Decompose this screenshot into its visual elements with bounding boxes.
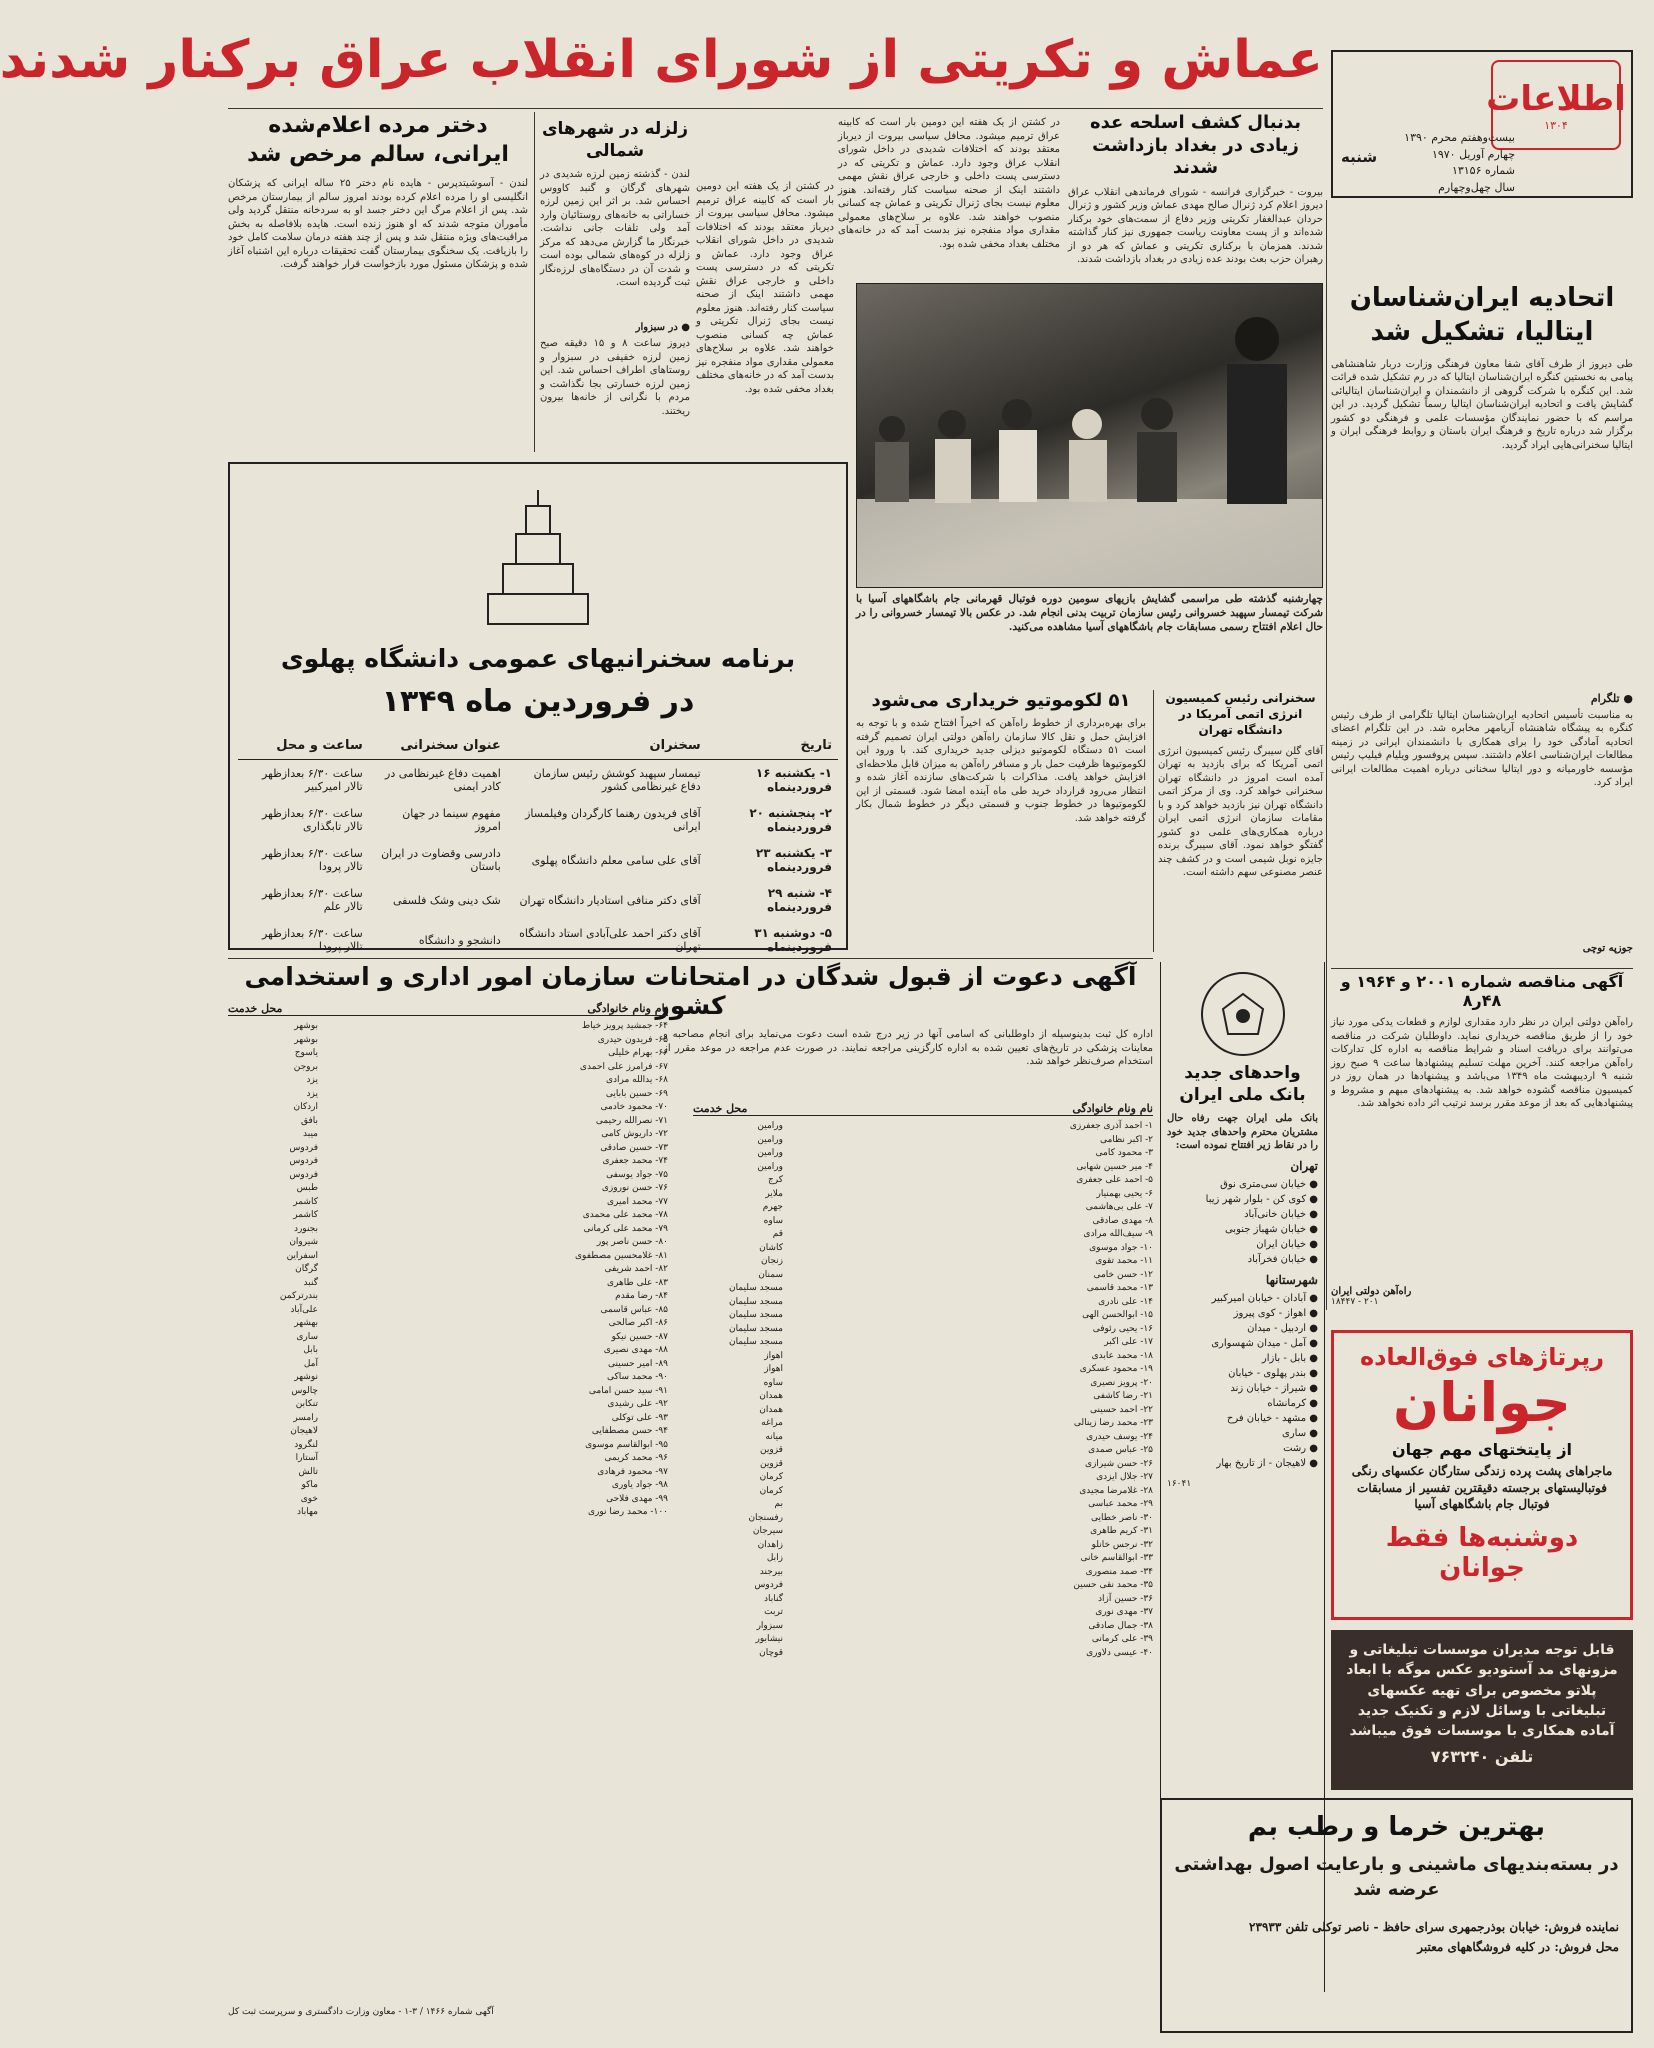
list-item: فردوس: [289, 1169, 318, 1180]
row-title: مفهوم سینما در جهان امروز: [402, 807, 501, 833]
year-label: سال: [1494, 180, 1515, 194]
date-gregorian: چهارم آوریل ۱۹۷۰: [1431, 147, 1515, 161]
list-item: بهشهر: [294, 1318, 318, 1328]
bank-province-list: [1167, 1291, 1318, 1471]
quake-body: لندن - گذشته زمین لرزه شدیدی در شهرهای گرگان و گنبد کاووس احساس شد. بر اثر این زمین لرزه خساراتی به خانه‌های روستائیان وارد آمد ولی تلفات جانی نداشت. خبرنگار ما گزارش می‌دهد که مرکز زلزله در کوه‌های شمالی بوده است و شدت آن در دستگاه‌های لرزه‌نگار ثبت گردیده است.: [540, 169, 690, 289]
exam-intro: اداره کل ثبت بدینوسیله از داوطلبانی که اسامی آنها در زیر درج شده است دعوت می‌نماید برای انجام مصاحبه و معاینات پزشکی در تاریخ‌های تعیین شده به اداره کارگزینی مراجعه نمایند. در صورت عدم مراجعه در موعد مقرر از استخدام صرف‌نظر خواهد شد.: [663, 1029, 1153, 1067]
list-item: قم: [772, 1229, 783, 1239]
list-item: ۱۹- محمود عسکری: [1079, 1364, 1153, 1374]
row-time: ساعت ۶/۳۰ بعدازظهر تالار پرودا: [261, 847, 363, 873]
list-item: ۲۶- حسن شیرازی: [1085, 1458, 1153, 1469]
atomic-headline: سخنرانی رئیس کمیسیون انرژی اتمی آمریکا در دانشگاه تهران: [1165, 691, 1316, 738]
bank-section-tehran: تهران: [1290, 1158, 1318, 1173]
list-item: ● آمل - میدان شهسواری: [1211, 1337, 1318, 1349]
list-item: یاسوج: [294, 1048, 318, 1058]
list-item: ۱۳- محمد قاسمی: [1086, 1283, 1153, 1293]
list-item: ● خیابان شهباز جنوبی: [1224, 1223, 1318, 1235]
list-item: همدان: [759, 1404, 783, 1415]
table-row: [238, 840, 838, 880]
list-item: بافق: [300, 1115, 318, 1126]
row-date: ۱- یکشنبه ۱۶ فروردینماه: [755, 766, 832, 794]
list-item: ۲۵- عباس صمدی: [1088, 1445, 1153, 1455]
list-item: ● لاهیجان - از تاریخ بهار: [1216, 1457, 1318, 1469]
iraq-extra: در کشتن از یک هفته این دومین بار است که کابینه عراق ترمیم میشود. محافل سیاسی بیروت از دیرباز معتقد بودند که اختلافات شدیدی در داخل شورای انقلاب عراق وجود دارد. عماش و تکریتی که در دسترسی پست داخلی و خارجی عراق نقش مهمی داشتند اینک از صحنه سیاست کنار رفته‌اند. هنوز معلوم نیست بجای ژنرال تکریتی و عماش چه کسانی منصوب خواهند شد. علاوه بر سلاح‌های معمولی مقداری مواد منفجره نیز بدست آمد که در خانه‌های مختلف بغداد مخفی شده بود.: [696, 181, 834, 395]
studio-phone: تلفن ۷۶۳۲۴۰: [1430, 1747, 1534, 1767]
quake-headline: زلزله در شهرهای شمالی: [541, 119, 689, 162]
list-item: ۹۵- ابوالقاسم موسوی: [585, 1439, 668, 1450]
table-row: [238, 880, 838, 920]
list-item: مسجد سلیمان: [728, 1283, 783, 1293]
arms-body: بیروت - خبرگزاری فرانسه - شورای فرماندهی انقلاب عراق دیروز اعلام کرد ژنرال صالح مهدی عماش وزیر کشور و ژنرال حردان عبدالغفار تکریتی وزیر دفاع از سمت‌های خود برکنار شده‌اند و از پست معاونت ریاست جمهوری نیز کنار گذاشته شدند. همزمان با برکناری تکریتی و عماش که هر دو از رهبران حزب بعث بودند عده زیادی در بغداد بازداشت شدند.: [1068, 186, 1323, 265]
list-item: ملایر: [765, 1188, 783, 1199]
list-item: بجنورد: [293, 1223, 318, 1234]
list-item: ۲۲- احمد حسینی: [1090, 1404, 1153, 1415]
list-item: بوشهر: [294, 1021, 318, 1031]
list-item: رفسنجان: [748, 1512, 783, 1523]
list-item: ● مشهد - خیابان فرح: [1226, 1412, 1318, 1424]
atomic-body: آقای گلن سیبرگ رئیس کمیسیون انرژی اتمی آمریکا که برای بازدید به تهران آمده است امروز در دانشگاه تهران سخنرانی خواهد کرد. وی از مرکز اتمی دانشگاه تهران نیز بازدید خواهد کرد و با مقامات سازمان انرژی اتمی ایران درباره همکاری‌های علمی دو کشور گفتگو خواهد نمود. آقای سیبرگ برنده جایزه نوبل شیمی است و در کشف چند عنصر مصنوعی سهم داشته است.: [1158, 745, 1323, 879]
arms-headline: بدنبال کشف اسلحه عده زیادی در بغداد بازداشت شدند: [1089, 112, 1302, 178]
list-item: اردکان: [293, 1102, 318, 1112]
tender-signature: راه‌آهن دولتی ایران: [1331, 1286, 1412, 1297]
photo-caption: چهارشنبه گذشته طی مراسمی گشایش بازیهای سومین دوره فوتبال قهرمانی جام باشگاههای آسیا با شرکت تیمسار سپهبد خسروانی رئیس سازمان تربیت بدنی انجام شد. در عکس بالا تیمسار خسروانی را در حال اعلام افتتاح رسمی مسابقات جام باشگاههای آسیا مشاهده می‌کنید.: [856, 593, 1323, 634]
list-item: ● بابل - بازار: [1261, 1352, 1318, 1364]
list-item: ۳- محمود کامی: [1095, 1148, 1153, 1158]
speech-table: [238, 732, 838, 960]
list-item: بروجن: [293, 1061, 318, 1072]
list-item: ۱۴- علی نادری: [1098, 1296, 1153, 1307]
row-date: ۳- یکشنبه ۲۳ فروردینماه: [755, 846, 832, 874]
list-item: ۱۰۰- محمد رضا نوری: [588, 1507, 668, 1517]
list-item: ۳۷- مهدی نوری: [1095, 1607, 1153, 1617]
list-item: ۹۳- علی توکلی: [611, 1412, 668, 1423]
issue-label: شماره: [1484, 164, 1515, 177]
header-place: محل خدمت: [228, 1002, 283, 1015]
exam-list-2-places: [228, 1020, 318, 1520]
girl-body: لندن - آسوشیتدپرس - هایده نام دختر ۲۵ ساله ایرانی که پزشکان انگلیسی او را مرده اعلام کرده بودند امروز سالم از بیمارستان مرخص شد. پس از اعلام مرگ این دختر جسد او به سردخانه منتقل گردید ولی مأموران متوجه شدند که او هنوز زنده است. هایده بلافاصله به بخش مراقبت‌های ویژه منتقل شد و پس از چند هفته درمان سلامت کامل خود را بازیافت. یک سخنگوی بیمارستان گفت تحقیقات درباره این اشتباه آغاز شده و پزشکان مسئول مورد بازخواست قرار خواهند گرفت.: [228, 178, 528, 271]
list-item: ۹۸- جواد یاوری: [611, 1480, 668, 1490]
header-name: نام ونام خانوادگی: [1072, 1102, 1153, 1115]
locomotive-body: برای بهره‌برداری از خطوط راه‌آهن که اخیراً افتتاح شده و با توجه به افزایش حمل و نقل کالا سازمان راه‌آهن دولتی ایران تصمیم گرفته است ۵۱ دستگاه لکوموتیو دیزلی جدید خریداری کند. با ورود این لکوموتیوها ظرفیت حمل بار و مسافر راه‌آهن به میزان قابل ملاحظه‌ای افزایش خواهد یافت. مذاکرات با شرکت‌های سازنده آغاز شده و انتظار می‌رود قرارداد خرید طی ماه آینده امضا شود. قسمتی از این لکوموتیوها در خطوط جنوب و قسمتی دیگر در خطوط شمال بکار گرفته خواهد شد.: [856, 718, 1147, 824]
list-item: زابل: [766, 1553, 783, 1563]
list-item: ۹۰- محمد ساکی: [606, 1372, 668, 1382]
list-item: ۶۵- فریدون حیدری: [597, 1034, 668, 1045]
header-name: نام ونام خانوادگی: [587, 1002, 668, 1015]
list-item: ۸۶- اکبر صالحی: [608, 1318, 668, 1328]
list-item: ۲۷- جلال ایزدی: [1096, 1472, 1153, 1482]
list-item: مسجد سلیمان: [728, 1296, 783, 1307]
exam-notice: [228, 962, 1153, 2032]
conference-photo: [856, 283, 1323, 588]
girl-story: [228, 112, 528, 457]
list-item: اهواز: [764, 1350, 783, 1361]
list-item: ۷۹- محمد علی کرمانی: [583, 1223, 668, 1234]
row-time: ساعت ۶/۳۰ بعدازظهر تالار تابگذاری: [261, 807, 363, 833]
list-item: خوی: [300, 1493, 318, 1504]
list-item: ۲۳- محمد رضا زینالی: [1073, 1418, 1153, 1428]
list-item: قوچان: [759, 1647, 783, 1658]
list-item: ۷۵- جواد یوسفی: [606, 1169, 668, 1180]
list-item: ۶- یحیی بهمنیار: [1096, 1188, 1153, 1199]
list-item: سبزوار: [756, 1620, 783, 1631]
row-speaker: آقای علی سامی معلم دانشگاه پهلوی: [531, 853, 701, 867]
speech-program: [228, 462, 848, 954]
list-item: ● کرمانشاه: [1267, 1397, 1318, 1409]
javanan-sub1: از پایتختهای مهم جهان: [1391, 1439, 1573, 1459]
loco-atomic-rule: [1153, 690, 1154, 952]
tender-rule: [1331, 968, 1633, 969]
list-item: ۹۲- علی رشیدی: [607, 1399, 668, 1409]
row-date: ۴- شنبه ۲۹ فروردینماه: [767, 886, 832, 914]
exam-headline: آگهی دعوت از قبول شدگان در امتحانات سازمان امور اداری و استخدامی کشور: [244, 962, 1137, 1020]
header-title: عنوان سخنرانی: [369, 732, 507, 760]
list-item: مراغه: [761, 1418, 783, 1428]
main-headline: عماش و تکریتی از شورای انقلاب عراق برکنار شدند: [0, 30, 1323, 90]
university-emblem-icon: [468, 484, 608, 634]
list-item: اسفراین: [286, 1250, 318, 1261]
iranology-story: [1331, 282, 1633, 962]
row-title: دادرسی وقضاوت در ایران باستان: [381, 847, 501, 873]
bank-code: ۱۶۰۴۱: [1167, 1478, 1192, 1489]
girl-quake-rule: [534, 112, 535, 452]
list-item: ۱- احمد آذری جعفرزی: [1069, 1121, 1153, 1131]
logo-text: اطلاعات: [1486, 78, 1626, 119]
list-item: طبس: [296, 1183, 318, 1193]
list-item: ● شیراز - خیابان زند: [1230, 1382, 1318, 1394]
list-item: ۹۱- سید حسن امامی: [588, 1385, 668, 1396]
list-item: ۸۷- حسین نیکو: [611, 1331, 668, 1342]
list-item: سمنان: [758, 1269, 783, 1280]
dates-headline: بهترین خرما و رطب بم: [1247, 1812, 1546, 1842]
list-item: ۹۴- حسن مصطفایی: [591, 1426, 668, 1436]
list-item: میانه: [765, 1431, 783, 1442]
iranology-body2: به مناسبت تأسیس اتحادیه ایران‌شناسان ایتالیا تلگرامی از طرف رئیس کنگره به پیشگاه شاهنشاه آریامهر مخابره شد. در این تلگرام اعضای اتحادیه آمادگی خود را برای همکاری با دانشمندان ایرانی در زمینه مطالعات ایران‌شناسی اعلام داشتند. سپس پروفسور ویلیام فیلیپ رئیس مؤسسه خاورمیانه و دور ایتالیا سخنانی درباره اهمیت مطالعات ایرانی ایراد کرد.: [1331, 709, 1633, 789]
issue-number: ۱۳۱۵۶: [1451, 164, 1482, 177]
iranology-headline: اتحادیه ایران‌شناسان ایتالیا، تشکیل شد: [1349, 283, 1615, 347]
row-title: دانشجو و دانشگاه: [418, 933, 501, 947]
headline-rule: [228, 108, 1323, 109]
list-item: ۳۶- حسین آزاد: [1098, 1593, 1153, 1604]
locomotive-headline: ۵۱ لکوموتیو خریداری می‌شود: [871, 690, 1131, 711]
list-item: نیشابور: [755, 1634, 783, 1644]
list-item: مهاباد: [297, 1507, 318, 1517]
list-item: یزد: [306, 1088, 318, 1099]
exam-footer: آگهی شماره ۱۴۶۶ / ۳-۱ - معاون وزارت دادگستری و سرپرست ثبت کل: [228, 2007, 494, 2017]
dates-rep: نماینده فروش: خیابان بوذرجمهری سرای حافظ - ناصر توکلی تلفن ۲۳۹۳۳: [1249, 1920, 1619, 1935]
speech-header-row: [238, 732, 838, 760]
list-item: زاهدان: [757, 1539, 783, 1550]
header-place: محل خدمت: [693, 1102, 748, 1115]
quake-body2: دیروز ساعت ۸ و ۱۵ دقیقه صبح زمین لرزه خفیفی در سبزوار و روستاهای اطراف احساس شد. این زمین لرزه خسارتی بجا نگذاشت و مردم با نگرانی از خانه‌ها بیرون ریختند.: [540, 338, 691, 417]
list-item: ساری: [296, 1331, 318, 1342]
list-item: مسجد سلیمان: [728, 1337, 783, 1347]
list-item: ● خیابان سی‌متری نوق: [1220, 1178, 1318, 1190]
list-item: قزوین: [760, 1458, 783, 1469]
tender-headline: آگهی مناقصه شماره ۲۰۰۱ و ۱۹۶۴ و ۴۸ر۸: [1340, 972, 1624, 1010]
bank-intro: بانک ملی ایران جهت رفاه حال مشتریان محترم واحدهای جدید خود را در نقاط زیر افتتاح نموده است:: [1167, 1113, 1318, 1152]
javanan-footer: دوشنبه‌ها فقط جوانان: [1385, 1523, 1579, 1584]
list-item: فردوس: [289, 1142, 318, 1153]
list-item: ۲۹- محمد عباسی: [1088, 1499, 1153, 1509]
list-item: ● بندر پهلوی - خیابان: [1228, 1367, 1318, 1379]
list-item: ماکو: [301, 1480, 318, 1490]
bank-headline: واحدهای جدید بانک ملی ایران: [1179, 1063, 1306, 1106]
list-item: ساوه: [763, 1377, 783, 1388]
list-item: علی‌آباد: [290, 1304, 318, 1315]
list-item: ۹۹- مهدی فلاحی: [606, 1493, 668, 1504]
speech-title-1: برنامه سخنرانیهای عمومی دانشگاه پهلوی: [280, 644, 796, 673]
list-item: کاشمر: [293, 1196, 318, 1207]
list-item: ۸۰- حسن ناصر پور: [596, 1237, 668, 1247]
dates-sub: در بسته‌بندیهای ماشینی و بارعایت اصول بهداشتی عرضه شد: [1174, 1854, 1619, 1901]
row-speaker: آقای دکتر منافی استادیار دانشگاه تهران: [519, 893, 701, 907]
list-item: لاهیجان: [290, 1426, 318, 1436]
list-item: ۷۷- محمد امیری: [606, 1196, 668, 1207]
list-item: ● ساری: [1282, 1427, 1318, 1439]
list-item: ۹- سیف‌الله مرادی: [1083, 1229, 1153, 1239]
list-item: سیرجان: [752, 1526, 783, 1536]
studio-text: قابل توجه مدیران موسسات تبلیغاتی و مزونهای مد آستودیو عکس موگه با ابعاد پلاتو مخصوص برای تهیه عکسهای تبلیغاتی با وسائل لازم و تکنیک جدید آماده همکاری با موسسات فوق میباشد: [1346, 1642, 1618, 1740]
list-item: ۵- احمد علی جعفری: [1076, 1175, 1153, 1185]
list-item: ۸- مهدی صادقی: [1092, 1215, 1153, 1226]
list-item: ● اهواز - کوی پیروز: [1233, 1307, 1318, 1319]
list-item: ۲۸- غلامرضا مجیدی: [1079, 1485, 1153, 1496]
list-item: ۶۸- یدالله مرادی: [605, 1075, 668, 1085]
list-item: یزد: [306, 1075, 318, 1085]
atomic-story: [1158, 690, 1323, 952]
quake-byline: ● در سبزوار: [635, 322, 690, 334]
javanan-headline: رپرتاژهای فوق‌العاده: [1359, 1343, 1605, 1371]
list-item: ۴۰- عیسی دلاوری: [1086, 1647, 1153, 1658]
list-item: کاشان: [759, 1242, 783, 1253]
list-item: ● خیابان ایران: [1256, 1238, 1318, 1250]
year-line: [1395, 180, 1515, 197]
list-item: ۲۰- پرویز نصیری: [1090, 1377, 1153, 1388]
list-item: تالش: [298, 1466, 318, 1477]
javanan-brand: جوانان: [1393, 1371, 1571, 1434]
list-item: ورامین: [757, 1134, 783, 1145]
list-item: ۷۶- حسن نوروزی: [601, 1183, 668, 1193]
list-item: ۷۱- نصرالله رحیمی: [595, 1115, 668, 1126]
list-item: ۷۸- محمد علی محمدی: [582, 1210, 668, 1220]
list-item: زنجان: [760, 1256, 783, 1266]
girl-headline: دختر مرده اعلام‌شده ایرانی، سالم مرخص شد: [247, 113, 509, 167]
list-item: آمل: [303, 1358, 318, 1369]
row-speaker: آقای فریدون رهنما کارگردان وفیلمساز ایرانی: [525, 807, 701, 833]
list-item: ۷۲- داریوش کامی: [601, 1129, 668, 1139]
row-title: شک دینی وشک فلسفی: [392, 893, 501, 907]
row-title: اهمیت دفاع غیرنظامی در کادر ایمنی: [385, 767, 501, 793]
list-item: مسجد سلیمان: [728, 1323, 783, 1334]
list-item: ۳۸- جمال صادقی: [1088, 1620, 1153, 1631]
row-speaker: تیمسار سپهبد کوشش رئیس سازمان دفاع غیرنظامی کشور: [533, 767, 701, 793]
list-item: ۸۲- احمد شریفی: [604, 1264, 668, 1274]
list-item: ۷۳- حسین صادقی: [600, 1142, 668, 1153]
list-item: ۸۵- عباس قاسمی: [600, 1304, 668, 1315]
exam-list-1-names: [913, 1120, 1153, 1660]
date-hijri: بیست‌وهفتم محرم ۱۳۹۰: [1404, 131, 1515, 144]
list-item: ۷- علی بی‌هاشمی: [1085, 1202, 1153, 1212]
list-item: گنبد: [303, 1277, 318, 1288]
arms-story: [1068, 112, 1323, 272]
list-item: فردوس: [754, 1580, 783, 1590]
list-item: ساوه: [763, 1215, 783, 1226]
quake-story: [540, 118, 690, 458]
bank-logo-icon: [1201, 972, 1285, 1056]
list-item: ۹۷- محمود فرهادی: [597, 1466, 668, 1477]
list-item: ۳۵- محمد نقی حسین: [1073, 1580, 1153, 1590]
list-item: شیروان: [289, 1237, 318, 1247]
list-item: ۳۹- علی کرمانی: [1091, 1634, 1153, 1644]
exam-list-1-places: [693, 1120, 783, 1660]
list-item: ● خیابان خانی‌آباد: [1244, 1208, 1318, 1220]
list-item: میبد: [303, 1129, 318, 1139]
javanan-sub2: ماجراهای پشت پرده زندگی ستارگان عکسهای رنگی فوتبالیستهای برجسته دقیقترین تفسیر از مسابقات فوتبال جام باشگاههای آسیا: [1351, 1463, 1613, 1512]
list-item: ۱۸- محمد عابدی: [1091, 1350, 1153, 1361]
exam-col-header-1: [693, 1102, 1153, 1116]
list-item: ۸۱- غلامحسین مصطفوی: [575, 1250, 668, 1261]
header-date: تاریخ: [707, 732, 838, 760]
exam-list-2-names: [428, 1020, 668, 1520]
table-row: [238, 760, 838, 801]
right-col-rule: [1326, 200, 1327, 1310]
tender-body: راه‌آهن دولتی ایران در نظر دارد مقداری لوازم و قطعات یدکی مورد نیاز خود را از طریق مناقصه خریداری نماید. داوطلبان شرکت در مناقصه می‌توانند برای دریافت اسناد و شرایط مناقصه به اداره کل تدارکات راه‌آهن مراجعه کنند. آخرین مهلت تسلیم پیشنهادها ساعت ۹ صبح روز شنبه ۹ اردیبهشت ماه ۱۳۴۹ می‌باشد و پیشنهادها در همان روز در کمیسیون مناقصه گشوده خواهد شد. به پیشنهادهای مبهم و مشروط و پیشنهادهایی که بعد از موعد مقرر برسد ترتیب اثر داده نخواهد شد.: [1331, 1017, 1633, 1109]
list-item: ۱۲- حسن خامی: [1093, 1269, 1153, 1280]
list-item: جهرم: [762, 1202, 783, 1212]
studio-ad: [1331, 1630, 1633, 1790]
dates-ad: [1160, 1798, 1633, 2033]
list-item: ۳۲- نرجس خانلو: [1091, 1539, 1153, 1550]
iraq-continuation: در کشتن از یک هفته این دومین بار است که کابینه عراق ترمیم میشود. محافل سیاسی بیروت از دیرباز معتقد بودند که اختلافات شدیدی در داخل شورای انقلاب عراق وجود دارد. عماش و تکریتی که در دسترسی پست داخلی و خارجی عراق نقش مهمی داشتند اینک از صحنه سیاست کنار رفته‌اند. هنوز معلوم نیست بجای ژنرال تکریتی و عماش چه کسانی منصوب خواهند شد. علاوه بر سلاح‌های معمولی مقداری مواد منفجره نیز بدست آمد که در خانه‌های مختلف بغداد مخفی شده بود.: [838, 117, 1060, 250]
list-item: ۸۹- امیر حسینی: [608, 1358, 668, 1369]
list-item: ۶۹- حسین بابایی: [605, 1088, 668, 1099]
list-item: ۸۴- رضا مقدم: [615, 1291, 668, 1301]
list-item: ● کوی کن - بلوار شهر زیبا: [1205, 1193, 1318, 1205]
bank-tehran-list: [1167, 1177, 1318, 1267]
list-item: ۱۵- ابوالحسن الهی: [1082, 1310, 1153, 1320]
javanan-ad: [1331, 1330, 1633, 1620]
list-item: ورامین: [757, 1161, 783, 1172]
list-item: ● آبادان - خیابان امیرکبیر: [1211, 1292, 1318, 1304]
table-row: [238, 800, 838, 840]
iranology-body: طی دیروز از طرف آقای شفا معاون فرهنگی وزارت دربار شاهنشاهی پیامی به نخستین کنگره ایران‌شناسان ایتالیا که در رم تشکیل شده قرائت شد. این کنگره با شرکت گروهی از دانشمندان و ایران‌شناسان ایتالیائی گشایش یافت و اتحادیه ایران‌شناسان ایتالیا رسماً تشکیل گردید. در این مراسم که با حضور نمایندگان مؤسسات علمی و فرهنگی دو کشور برگزار شد درباره تاریخ و فرهنگ ایران باستان و روابط فرهنگی ایران و ایتالیا سخنرانی‌هایی ایراد گردید.: [1331, 358, 1633, 451]
iranology-byline: جوزپه توچی: [1582, 942, 1633, 954]
list-item: ۷۴- محمد جعفری: [602, 1156, 668, 1166]
list-item: ۶۶- بهرام خلیلی: [608, 1048, 668, 1058]
list-item: بندرترکمن: [279, 1291, 318, 1301]
list-item: کرمان: [759, 1472, 783, 1482]
masthead-box: [1331, 50, 1633, 198]
list-item: ۲- اکبر نظامی: [1099, 1134, 1153, 1145]
list-item: ۳۰- ناصر خطایی: [1091, 1512, 1153, 1523]
list-item: ۷۰- محمود خادمی: [600, 1102, 668, 1112]
list-item: ۲۴- یوسف حیدری: [1086, 1431, 1153, 1442]
list-item: چالوس: [291, 1385, 318, 1396]
list-item: ● اردبیل - میدان: [1247, 1322, 1318, 1334]
list-item: کرج: [767, 1175, 783, 1185]
locomotive-story: [856, 690, 1146, 952]
list-item: نوشهر: [294, 1372, 318, 1382]
logo-year: ۱۳۰۴: [1544, 118, 1568, 132]
list-item: ● خیابان فخرآباد: [1247, 1253, 1318, 1265]
list-item: بیرجند: [759, 1566, 783, 1577]
issue-line: [1395, 163, 1515, 180]
list-item: ۱۶- یحیی رئوفی: [1092, 1323, 1153, 1334]
year-value: چهل‌وچهارم: [1438, 180, 1491, 194]
list-item: ۴- میر حسین شهابی: [1076, 1161, 1153, 1172]
bank-section-provinces: شهرستانها: [1265, 1272, 1318, 1287]
list-item: بابل: [303, 1345, 318, 1355]
list-item: همدان: [759, 1391, 783, 1401]
list-item: آستارا: [295, 1453, 318, 1463]
table-row: [238, 920, 838, 960]
list-item: فردوس: [289, 1156, 318, 1166]
speech-title-2: در فروردین ماه ۱۳۴۹: [381, 684, 695, 719]
list-item: ۹۶- محمد کریمی: [604, 1453, 668, 1463]
list-item: ۸۸- مهدی نصیری: [603, 1345, 668, 1355]
row-date: ۵- دوشنبه ۳۱ فروردینماه: [754, 926, 832, 954]
masthead-day: شنبه: [1341, 148, 1378, 166]
list-item: اهواز: [764, 1364, 783, 1374]
exam-rule: [228, 958, 1153, 959]
photo-figures: [857, 284, 1322, 587]
dates-sales: محل فروش: در کلیه فروشگاههای معتبر: [1417, 1940, 1619, 1955]
list-item: قزوین: [760, 1445, 783, 1455]
list-item: لنگرود: [294, 1439, 318, 1450]
list-item: گناباد: [764, 1593, 783, 1604]
iranology-sub: ● تلگرام: [1590, 691, 1633, 705]
list-item: کرمان: [759, 1485, 783, 1496]
list-item: ورامین: [757, 1148, 783, 1158]
list-item: رامسر: [293, 1412, 318, 1423]
list-item: ● رشت: [1283, 1442, 1318, 1454]
row-speaker: آقای دکتر احمد علی‌آبادی استاد دانشگاه تهران: [519, 927, 701, 953]
exam-col-header-2: [228, 1002, 668, 1016]
list-item: ۱۷- علی اکبر: [1104, 1337, 1153, 1347]
masthead-info: [1395, 130, 1515, 196]
list-item: ۸۳- علی طاهری: [607, 1277, 668, 1288]
row-date: ۲- پنجشنبه ۲۰ فروردینماه: [749, 806, 832, 834]
list-item: گرگان: [295, 1264, 318, 1274]
list-item: تربت: [764, 1607, 783, 1617]
list-item: ۳۴- صمد منصوری: [1085, 1566, 1153, 1577]
header-time: ساعت و محل: [238, 732, 369, 760]
list-item: ۱۱- محمد تقوی: [1095, 1256, 1153, 1266]
row-time: ساعت ۶/۳۰ بعدازظهر تالار پرودا: [261, 927, 363, 953]
tender-notice: [1331, 972, 1633, 1317]
row-time: ساعت ۶/۳۰ بعدازظهر تالار امیرکبیر: [261, 767, 363, 793]
list-item: ۶۴- جمشید پرویز خیاط: [581, 1021, 668, 1031]
list-item: بم: [774, 1499, 783, 1509]
list-item: ۶۷- فرامرز علی احمدی: [579, 1061, 668, 1072]
list-item: بوشهر: [294, 1034, 318, 1045]
header-speaker: سخنران: [507, 732, 707, 760]
row-time: ساعت ۶/۳۰ بعدازظهر تالار علم: [261, 887, 363, 913]
list-item: مسجد سلیمان: [728, 1310, 783, 1320]
list-item: کاشمر: [293, 1210, 318, 1220]
tender-code: ۲۰۱ - ۱۸۴۴۷: [1331, 1297, 1379, 1307]
list-item: ۲۱- رضا کاشفی: [1093, 1391, 1153, 1401]
list-item: ورامین: [757, 1121, 783, 1131]
list-item: تنکابن: [295, 1399, 318, 1409]
list-item: ۱۰- جواد موسوی: [1089, 1242, 1153, 1253]
list-item: ۳۳- ابوالقاسم خانی: [1080, 1553, 1153, 1563]
list-item: ۳۱- کریم طاهری: [1090, 1526, 1153, 1536]
